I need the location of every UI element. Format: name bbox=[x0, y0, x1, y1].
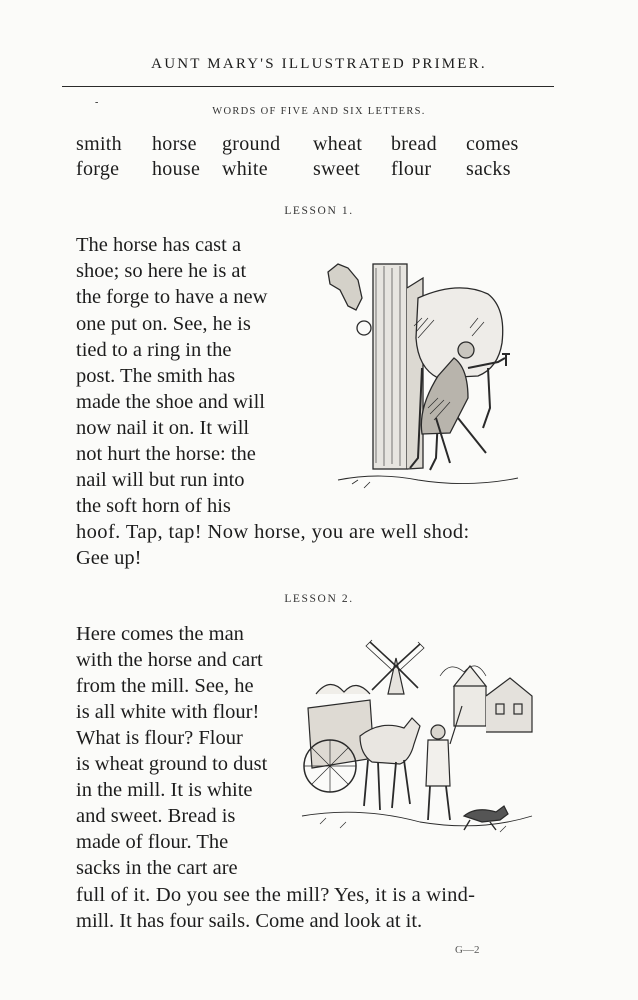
lesson-2-line: Here comes the man bbox=[76, 623, 244, 645]
stray-mark: - bbox=[95, 97, 99, 108]
word-list-title: WORDS OF FIVE AND SIX LETTERS. bbox=[212, 106, 426, 117]
lesson-1-line: the forge to have a new bbox=[76, 286, 268, 308]
lesson-2-line: sacks in the cart are bbox=[76, 857, 238, 879]
blacksmith-illustration bbox=[318, 258, 546, 498]
word-list-word: smith bbox=[76, 133, 122, 155]
word-list-word: wheat bbox=[313, 133, 363, 155]
signature-mark: G—2 bbox=[455, 944, 480, 956]
word-list-word: ground bbox=[222, 133, 281, 155]
lesson-2-line: full of it. Do you see the mill? Yes, it is a wind- bbox=[76, 884, 476, 906]
lesson-2-line: from the mill. See, he bbox=[76, 675, 254, 697]
header-rule bbox=[62, 86, 554, 87]
lesson-1-line: made the shoe and will bbox=[76, 391, 266, 413]
lesson-1-heading: LESSON 1. bbox=[284, 205, 354, 217]
lesson-2-line: made of flour. The bbox=[76, 831, 229, 853]
lesson-2-line: and sweet. Bread is bbox=[76, 805, 236, 827]
word-list-word: comes bbox=[466, 133, 519, 155]
lesson-1-line: one put on. See, he is bbox=[76, 313, 251, 335]
lesson-1-line: not hurt the horse: the bbox=[76, 443, 256, 465]
word-list-word: white bbox=[222, 158, 268, 180]
lesson-2-line: is all white with flour! bbox=[76, 701, 260, 723]
lesson-1-line: nail will but run into bbox=[76, 469, 245, 491]
word-list-word: flour bbox=[391, 158, 432, 180]
lesson-1-line: Gee up! bbox=[76, 547, 142, 569]
lesson-1-line: post. The smith has bbox=[76, 365, 236, 387]
lesson-1-line: shoe; so here he is at bbox=[76, 260, 247, 282]
word-list-word: house bbox=[152, 158, 201, 180]
word-list-word: bread bbox=[391, 133, 437, 155]
running-head: AUNT MARY'S ILLUSTRATED PRIMER. bbox=[151, 56, 487, 72]
lesson-1-line: The horse has cast a bbox=[76, 234, 242, 256]
lesson-2-line: with the horse and cart bbox=[76, 649, 263, 671]
lesson-1-line: now nail it on. It will bbox=[76, 417, 250, 439]
lesson-2-line: What is flour? Flour bbox=[76, 727, 243, 749]
word-list-word: horse bbox=[152, 133, 197, 155]
lesson-2-line: mill. It has four sails. Come and look at it. bbox=[76, 910, 423, 932]
word-list-word: forge bbox=[76, 158, 120, 180]
lesson-1-line: the soft horn of his bbox=[76, 495, 231, 517]
lesson-1-line: hoof. Tap, tap! Now horse, you are well shod: bbox=[76, 521, 470, 543]
lesson-2-line: in the mill. It is white bbox=[76, 779, 253, 801]
windmill-cart-illustration bbox=[300, 636, 535, 841]
lesson-1-line: tied to a ring in the bbox=[76, 339, 232, 361]
word-list-word: sacks bbox=[466, 158, 511, 180]
word-list-word: sweet bbox=[313, 158, 361, 180]
lesson-2-line: is wheat ground to dust bbox=[76, 753, 268, 775]
lesson-2-heading: LESSON 2. bbox=[284, 593, 354, 605]
